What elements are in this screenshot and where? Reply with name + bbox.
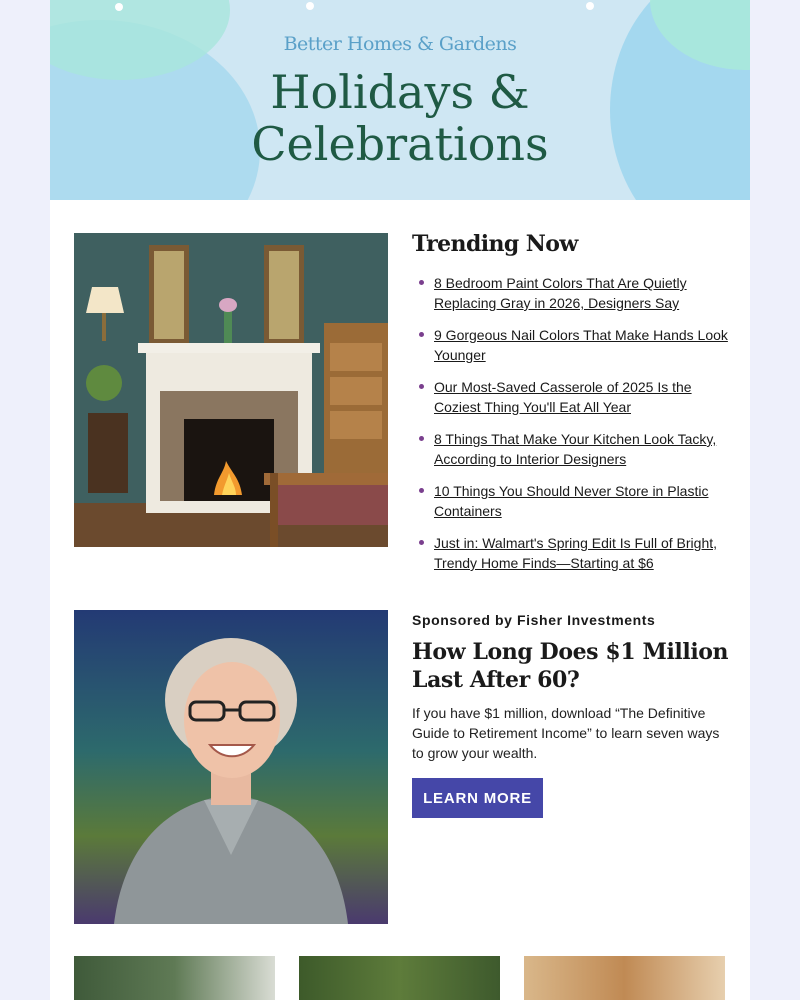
fireplace-illustration [74,233,388,547]
trending-link[interactable]: Our Most-Saved Casserole of 2025 Is the Coziest Thing You'll Eat All Year [434,379,692,415]
woman-portrait-illustration [74,610,388,924]
sponsor-title[interactable]: How Long Does $1 Million Last After 60? [412,639,729,693]
trending-link[interactable]: 9 Gorgeous Nail Colors That Make Hands Look Younger [434,327,728,363]
article-thumbnail-bread[interactable] [524,956,725,1000]
sponsor-description: If you have $1 million, download “The Definitive Guide to Retirement Income” to learn seven ways to grow your wealth. [412,705,720,761]
decorative-dot [586,2,594,10]
trending-heading: Trending Now [412,231,578,257]
list-item [412,273,732,313]
sponsor-label: Sponsored by Fisher Investments [412,612,656,628]
list-item [412,533,732,573]
list-item [412,429,732,469]
list-item [412,325,732,365]
sponsor-image[interactable] [74,610,388,924]
trending-list [412,273,732,585]
hero-title-line2: Celebrations [251,117,549,171]
fireplace-image[interactable] [74,233,388,547]
article-thumbnail-room[interactable] [74,956,275,1000]
hero-title-line1: Holidays & [270,65,530,119]
list-item [412,377,732,417]
learn-more-button[interactable]: LEARN MORE [412,778,543,818]
trending-link[interactable]: 10 Things You Should Never Store in Plastic Containers [434,483,709,519]
hero-title [50,66,750,170]
brand-logo[interactable]: Better Homes & Gardens [283,33,517,55]
email-body [50,0,750,1000]
header-banner [50,0,750,200]
trending-link[interactable]: 8 Bedroom Paint Colors That Are Quietly Replacing Gray in 2026, Designers Say [434,275,687,311]
decorative-dot [115,3,123,11]
trending-link[interactable]: Just in: Walmart's Spring Edit Is Full of Bright, Trendy Home Finds—Starting at $6 [434,535,718,571]
article-thumbnail-garden[interactable] [299,956,500,1000]
decorative-dot [306,2,314,10]
trending-link[interactable]: 8 Things That Make Your Kitchen Look Tacky, According to Interior Designers [434,431,717,467]
list-item [412,481,732,521]
